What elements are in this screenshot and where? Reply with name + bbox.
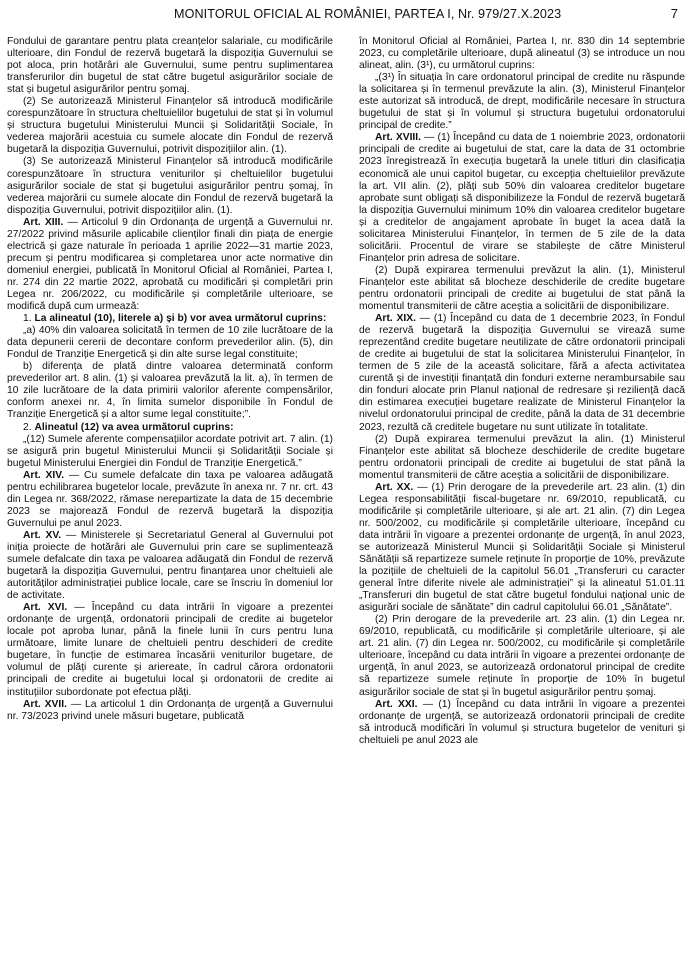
article-text: — Articolul 9 din Ordonanța de urgență a Guvernului nr. 27/2022 privind măsurile aplicabile clienților finali din piața de energie electrică și gaze naturale în perioada 1 aprilie 2022—31 martie 2023, precum și pentru modificarea și completarea unor acte normative din domeniul energiei, publicată în Monitorul Oficial al României, Partea I, nr. 274 din 22 martie 2022, aprobată cu modificări și completări prin Legea nr. 206/2022, cu modificările și completările ulterioare, se modifică după cum urmează: [7, 216, 333, 313]
item-number: 2. [23, 421, 35, 433]
article-text: — Cu sumele defalcate din taxa pe valoarea adăugată pentru echilibrarea bugetelor locale, prevăzute în anexa nr. 7 nr. crt. 43 din Legea nr. 368/2022, rămase nerepartizate la data de 15 decembrie 2023 se majorează Fondul de rezervă bugetară la dispoziția Guvernului pe anul 2023. [7, 469, 333, 529]
article-label: Art. XVIII. [375, 132, 422, 144]
paragraph: (2) După expirarea termenului prevăzut la alin. (1) Ministerul Finanțelor este abilitat să blocheze deschiderile de credite bugetare pentru ordonatorii principali de credite ai bugetului de stat până la momentul transmiterii de către aceștia a solicitării de disponibilizare. [359, 433, 685, 481]
publication-title: MONITORUL OFICIAL AL ROMÂNIEI, PARTEA I, Nr. 979/27.X.2023 [174, 7, 562, 21]
article-xxi [359, 699, 685, 747]
article-text: — (1) Începând cu data de 1 noiembrie 2023, ordonatorii principali de credite ai bugetului de stat, care la data de 31 octombrie 2023 înregistrează în execuția bugetară la unele titluri din clasificația economică ale unui capitol bugetar, cu excepția cheltuielilor prevăzute la art. VII alin. (2), plăți sub 50% din valoarea creditelor bugetare aprobate sunt obligați să disponibilizeze la Fondul de rezervă bugetară la dispoziția Guvernului minimum 10% din valoarea creditelor bugetare și a creditelor de angajament aprobate în buget la acea dată la solicitarea Ministerului Finanțelor, în termen de 5 zile de la data solicitării. Procentul de virare se stabilește de către Ministerul Finanțelor prin adresa de solicitare. [359, 132, 685, 264]
paragraph: „(3¹) În situația în care ordonatorul principal de credite nu răspunde la solicitarea și în termenul prevăzute la alin. (3), Ministerul Finanțelor este autorizat să introducă, de drept, modificările necesare în structura bugetului de stat și în volumul și structura bugetului ordonatorului principal de credite.” [359, 72, 685, 132]
article-text: — (1) Începând cu data intrării în vigoare a prezentei ordonanțe de urgență, se autorizează ordonatorii principali de credite să introducă modificări în volumul și structura bugetelor de venituri și cheltuieli pe anul 2023 ale [359, 698, 685, 746]
article-label: Art. XX. [375, 481, 414, 493]
paragraph: „a) 40% din valoarea solicitată în termen de 10 zile lucrătoare de la data depunerii cererii de decontare conform prevederilor alin. (5), din Fondul de Tranziție Energetică și din alte surse legal constituite; [7, 325, 333, 361]
article-label: Art. XIII. [23, 216, 64, 228]
article-text: — (1) Începând cu data de 1 decembrie 2023, în Fondul de rezervă bugetară la dispoziția Guvernului se virează sume reprezentând credite bugetare neutilizate de către ordonatorii principali de credite ai bugetului de stat la solicitarea Ministerului Finanțelor, în termen de 5 zile de la această solicitare, fără a afecta activitatea curentă și de investiții finanțată din fonduri externe nerambursabile sau din fonduri alocate prin Planul național de redresare și reziliență dacă din estimarea execuției bugetare realizate de Ministerul Finanțelor la nivelul ordonatorului principal de credite, până la data de 31 decembrie 2023, rezultă că creditele bugetare nu sunt utilizate în totalitate. [359, 313, 685, 433]
article-xvii [7, 699, 333, 723]
article-xix [359, 313, 685, 433]
article-xx [359, 482, 685, 615]
paragraph: în Monitorul Oficial al României, Partea I, nr. 830 din 14 septembrie 2023, cu completările ulterioare, după alineatul (3) se introduce un nou alineat, alin. (3¹), cu următorul cuprins: [359, 36, 685, 72]
article-xiii [7, 217, 333, 313]
right-column [359, 36, 685, 948]
item-heading: Alineatul (12) va avea următorul cuprins: [34, 421, 234, 433]
left-column [7, 36, 333, 948]
article-text: — Începând cu data intrării în vigoare a prezentei ordonanțe de urgență, ordonatorii principali de credite ai bugetelor locale pot aproba lunar, până la finele lunii în curs pentru luna următoare, limite lunare de cheltuieli pentru deschideri de credite bugetare, în funcție de estimarea încasării veniturilor bugetare, de volumul de plăți curente și ariereate, în cadrul cărora ordonatorii principali de credite ai bugetului local și ordonatorii de credite ai instituțiilor subordonate pot efectua plăți. [7, 602, 333, 698]
paragraph: (2) După expirarea termenului prevăzut la alin. (1), Ministerul Finanțelor este abilitat să blocheze deschiderile de credite bugetare pentru ordonatorii principali de credite ai bugetului de stat până la momentul transmiterii de către aceștia a solicitării de disponibilizare. [359, 264, 685, 313]
article-text: — La articolul 1 din Ordonanța de urgență a Guvernului nr. 73/2023 privind unele măsuri bugetare, publicată [7, 698, 333, 722]
paragraph: „(12) Sumele aferente compensațiilor acordate potrivit art. 7 alin. (1) se asigură prin bugetul Ministerului Muncii și Solidarității Sociale și bugetul Ministerului Energiei din Fondul de Tranziție Energetică.” [7, 433, 333, 469]
article-text: — Ministerele și Secretariatul General al Guvernului pot iniția proiecte de hotărâri ale Guvernului prin care se suplimentează sumele defalcate din taxa pe valoarea adăugată din Fondul de rezervă bugetară la dispoziția Guvernului, pentru finanțarea unor cheltuieli ale autorităților administrației publice locale, care se înscriu în domeniul lor de activitate. [7, 529, 333, 602]
paragraph: Fondului de garantare pentru plata creanțelor salariale, cu modificările ulterioare, din Fondul de rezervă bugetară la dispoziția Guvernului se pot aloca, prin hotărâri ale Guvernului, sume pentru suplimentarea transferurilor din bugetul de stat către bugetul asigurărilor sociale de stat și bugetul asigurărilor pentru șomaj. [7, 36, 333, 96]
item-number: 1. [23, 313, 35, 325]
article-xvi [7, 602, 333, 698]
paragraph: (2) Prin derogare de la prevederile art. 23 alin. (1) din Legea nr. 69/2010, republicată, cu modificările și completările ulterioare, și ale art. 21 alin. (7) din Legea nr. 500/2002, cu modificările și completările ulterioare, începând cu data intrării în vigoare a prezentei ordonanțe de urgență, în anul 2023, se autorizează ordonatorul principal de credite să repartizeze sumele reținute în proporție de 10% în bugetul asigurărilor sociale de stat și în bugetul asigurărilor pentru șomaj. [359, 614, 685, 698]
item-heading: La alineatul (10), literele a) și b) vor avea următorul cuprins: [34, 313, 327, 325]
paragraph: (2) Se autorizează Ministerul Finanțelor să introducă modificările corespunzătoare în structura cheltuielilor bugetului de stat și în volumul și structura bugetului Ministerului Muncii și Solidarității Sociale, în vederea majorării acestuia cu sumele alocate din Fondul de rezervă bugetară la dispoziția Guvernului, potrivit dispozițiilor alin. (1). [7, 96, 333, 156]
article-xiv [7, 470, 333, 530]
article-label: Art. XVI. [23, 602, 68, 614]
article-label: Art. XIX. [375, 313, 416, 325]
article-label: Art. XVII. [23, 698, 67, 710]
article-xviii [359, 132, 685, 265]
paragraph: b) diferența de plată dintre valoarea determinată conform prevederilor art. 8 alin. (1) și valoarea prevăzută la lit. a), în termen de 10 zile lucrătoare de la data primirii valorilor aferente compensărilor, conform anexei nr. 4, în limita sumelor disponibile în Fondul de Tranziție Energetică și a altor sume legal constituite;”. [7, 361, 333, 421]
article-label: Art. XV. [23, 529, 62, 541]
article-label: Art. XIV. [23, 469, 65, 481]
list-item [7, 313, 333, 325]
article-xv [7, 530, 333, 602]
article-text: — (1) Prin derogare de la prevederile art. 23 alin. (1) din Legea responsabilității fiscal-bugetare nr. 69/2010, republicată, cu modificările și completările ulterioare, și ale art. 21 alin. (7) din Legea nr. 500/2002, cu modificările și completările ulterioare, începând cu data intrării în vigoare a prezentei ordonanțe de urgență, în anul 2023, se autorizează Ministerul Muncii și Solidarității Sociale și Ministerul Sănătății să repartizeze sumele reținute în proporție de 10%, prevăzute la pozițiile de cheltuieli de la capitolul 56.01 „Transferuri cu caracter general între diferite nivele ale administrației” și la alineatul 51.01.11 „Transferuri din bugetul de stat către bugetul fondului național unic de asigurări sociale de sănătate” din cadrul capitolului 66.01 „Sănătate”. [359, 481, 685, 614]
paragraph: (3) Se autorizează Ministerul Finanțelor să introducă modificările corespunzătoare în structura veniturilor și cheltuielilor bugetului asigurărilor sociale de stat și bugetului asigurărilor pentru șomaj, în vederea majorării cu sumele alocate din Fondul de rezervă bugetară la dispoziția Guvernului, potrivit dispozițiilor alin. (1). [7, 156, 333, 216]
page-number: 7 [670, 6, 678, 21]
article-label: Art. XXI. [375, 698, 418, 710]
page-header [0, 7, 700, 27]
list-item [7, 422, 333, 434]
